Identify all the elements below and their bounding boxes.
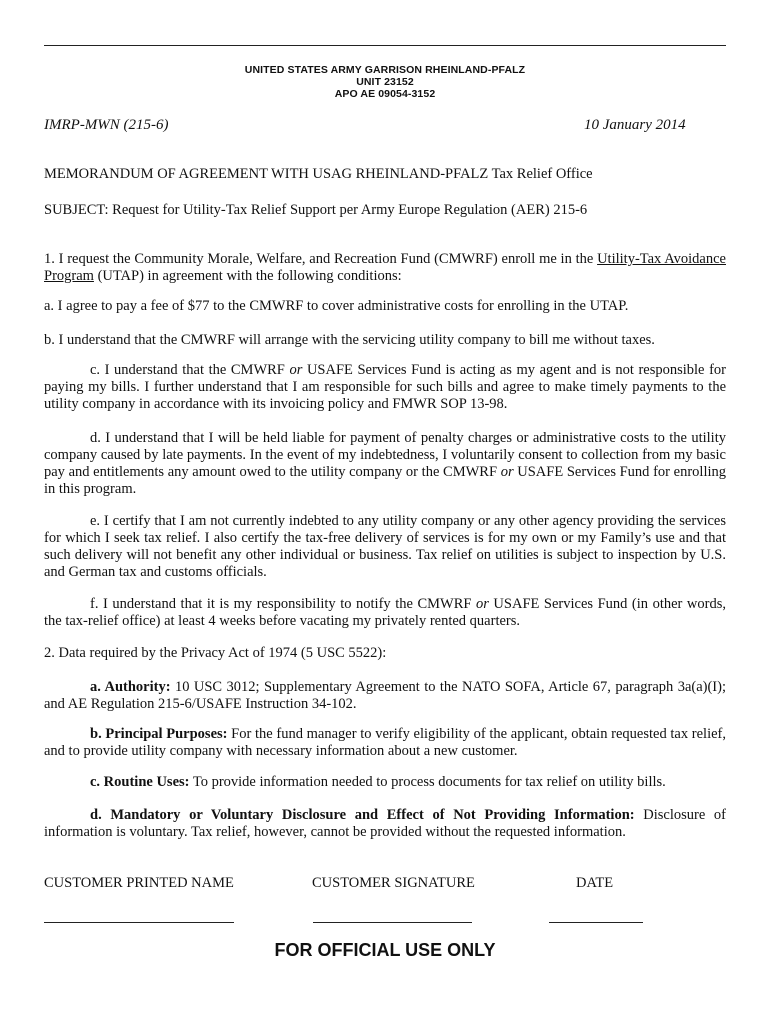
paragraph-1 — [44, 251, 726, 285]
privacy-authority — [44, 679, 726, 713]
date-line[interactable] — [549, 922, 643, 923]
condition-c-part2: USAFE Services Fund is acting as my agent and is not responsible for paying my bills. I further understand that I am responsible for such bills and agree to make timely payments to the utility company in accordance with its invoicing policy and FMWR SOP 13-98. — [44, 362, 726, 412]
privacy-disclosure — [44, 807, 726, 841]
disclosure-label: d. Mandatory or Voluntary Disclosure and Effect of Not Providing Information: — [90, 807, 635, 823]
condition-d-part1: d. I understand that I will be held liable for payment of penalty charges or administrative costs to the utility company caused by late payments. In the event of my indebtedness, I voluntarily consent to collection from my basic pay and entitlements any amount owed to the utility company or the CMWRF — [44, 430, 726, 480]
paragraph-1-lead: 1. I request the Community Morale, Welfare, and Recreation Fund (CMWRF) enroll me in the — [44, 251, 598, 267]
condition-b: b. I understand that the CMWRF will arrange with the servicing utility company to bill me without taxes. — [44, 332, 655, 348]
signature-label: CUSTOMER SIGNATURE — [312, 875, 475, 891]
privacy-purposes — [44, 726, 726, 760]
condition-d-or: or — [500, 464, 514, 480]
letterhead-address: APO AE 09054-3152 — [334, 88, 436, 100]
classification-footer: FOR OFFICIAL USE ONLY — [274, 940, 496, 960]
condition-f — [44, 596, 726, 630]
condition-f-part1: f. I understand that it is my responsibility to notify the CMWRF — [90, 596, 476, 612]
authority-label: a. Authority: — [90, 679, 171, 695]
paragraph-2: 2. Data required by the Privacy Act of 1974 (5 USC 5522): — [44, 645, 387, 661]
condition-f-part2: USAFE Services Fund (in other words, the tax-relief office) at least 4 weeks before vacating my privately rented quarters. — [44, 596, 726, 629]
top-rule — [44, 45, 726, 46]
utap-link: Utility-Tax Avoidance Program — [44, 251, 726, 284]
purposes-label: b. Principal Purposes: — [90, 726, 228, 742]
condition-a: a. I agree to pay a fee of $77 to the CMWRF to cover administrative costs for enrolling in the UTAP. — [44, 298, 629, 314]
letterhead-unit-name: UNITED STATES ARMY GARRISON RHEINLAND-PFALZ — [244, 64, 526, 76]
authority-text: 10 USC 3012; Supplementary Agreement to the NATO SOFA, Article 67, paragraph 3a(a)(I); and AE Regulation 215-6/USAFE Instruction 34-102. — [44, 679, 726, 712]
condition-d-part2: USAFE Services Fund for enrolling in this program. — [44, 464, 726, 497]
letterhead-unit-number: UNIT 23152 — [356, 76, 414, 88]
condition-f-or: or — [475, 596, 489, 612]
routine-text: To provide information needed to process documents for tax relief on utility bills. — [189, 774, 666, 790]
letterhead — [0, 64, 770, 100]
privacy-routine-uses — [44, 774, 726, 791]
office-symbol: IMRP-MWN (215-6) — [44, 117, 169, 133]
condition-d — [44, 430, 726, 498]
memo-date: 10 January 2014 — [584, 117, 686, 133]
routine-label: c. Routine Uses: — [90, 774, 190, 790]
printed-name-line[interactable] — [44, 922, 234, 923]
purposes-text: For the fund manager to verify eligibility of the applicant, obtain requested tax relief, and to provide utility company with necessary information about a new customer. — [44, 726, 726, 759]
condition-c-or: or — [289, 362, 303, 378]
printed-name-label: CUSTOMER PRINTED NAME — [44, 875, 234, 891]
condition-c-part1: c. I understand that the CMWRF — [90, 362, 290, 378]
memo-subject: SUBJECT: Request for Utility-Tax Relief Support per Army Europe Regulation (AER) 215-6 — [44, 202, 588, 218]
paragraph-1-tail: (UTAP) in agreement with the following conditions: — [93, 268, 402, 284]
condition-e-text: e. I certify that I am not currently indebted to any utility company or any other agency providing the services for which I seek tax relief. I also certify the tax-free delivery of services is for my own or my Family’s use and that such delivery will not benefit any other individual or business. Tax relief on utilities is subject to inspection by U.S. and German tax and customs officials. — [44, 513, 726, 580]
date-label: DATE — [576, 875, 614, 891]
memo-title: MEMORANDUM OF AGREEMENT WITH USAG RHEINLAND-PFALZ Tax Relief Office — [44, 166, 593, 182]
disclosure-text: Disclosure of information is voluntary. Tax relief, however, cannot be provided without the requested information. — [44, 807, 727, 840]
condition-e — [44, 513, 726, 581]
signature-line[interactable] — [313, 922, 472, 923]
condition-c — [44, 362, 726, 413]
